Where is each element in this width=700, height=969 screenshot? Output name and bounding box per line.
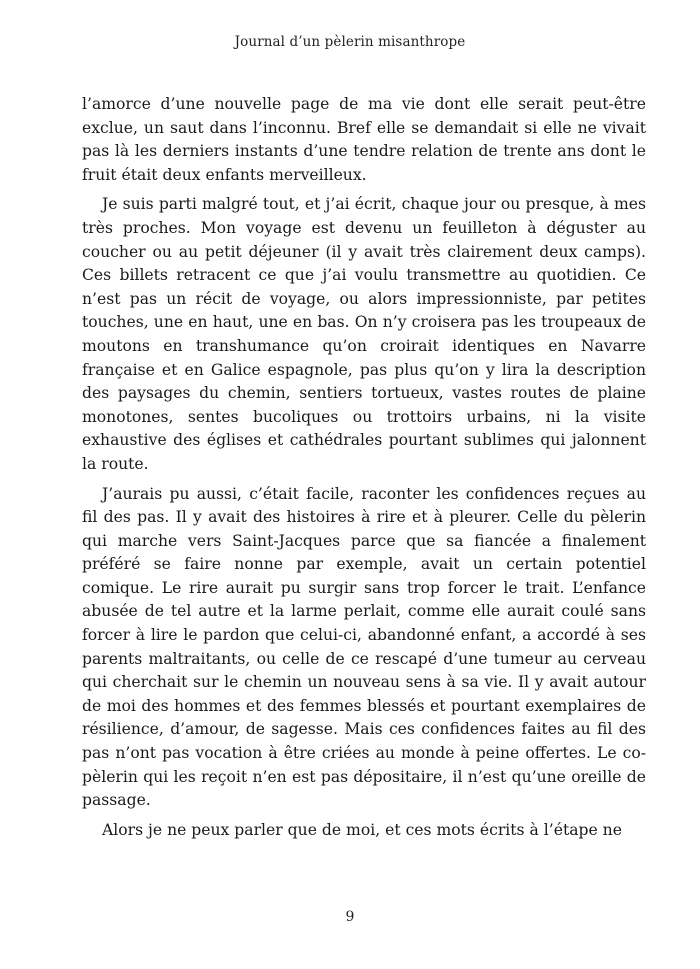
running-header: Journal d’un pèlerin misanthrope [234, 34, 466, 50]
page-number: 9 [345, 909, 355, 925]
paragraph-continued: l’amorce d’une nouvelle page de ma vie dont elle serait peut-être exclue, un saut dans l’inconnu. Bref elle se demandait si elle ne vivait pas là les derniers instants d’une tendre relation de trente ans dont le fruit était deux enfants merveilleux. [82, 95, 646, 184]
paragraph: Je suis parti malgré tout, et j’ai écrit, chaque jour ou presque, à mes très proches. Mon voyage est devenu un feuilleton à déguster au coucher ou au petit déjeuner (il y avait très clairement deux camps). Ces billets retracent ce que j’ai voulu transmettre au quotidien. Ce n’est pas un récit de voyage, ou alors impressionniste, par petites touches, une en haut, une en bas. On n’y croisera pas les troupeaux de moutons en transhumance qu’on croirait identiques en Navarre française et en Galice espagnole, pas plus qu’on y lira la description des paysages du chemin, sentiers tortueux, vastes routes de plaine monotones, sentes bucoliques ou trottoirs urbains, ni la visite exhaustive des églises et cathédrales pourtant sublimes qui jalonnent la route. [82, 195, 646, 473]
paragraph: Alors je ne peux parler que de moi, et ces mots écrits à l’étape ne [102, 820, 622, 839]
paragraph: J’aurais pu aussi, c’était facile, raconter les confidences reçues au fil des pas. Il y avait des histoires à rire et à pleurer. Celle du pèlerin qui marche vers Saint-Jacques parce que sa fiancée a finalement préféré se faire nonne par exemple, avait un certain potentiel comique. Le rire aurait pu surgir sans trop forcer le trait. L’enfance abusée de tel autre et la larme perlait, comme elle aurait coulé sans forcer à lire le pardon que celui-ci, abandonné enfant, a accordé à ses parents maltraitants, ou celle de ce rescapé d’une tumeur au cerveau qui cherchait sur le chemin un nouveau sens à sa vie. Il y avait autour de moi des hommes et des femmes blessés et pourtant exemplaires de résilience, d’amour, de sagesse. Mais ces confidences faites au fil des pas n’ont pas vocation à être criées au monde à peine offertes. Le co-pèlerin qui les reçoit n’en est pas dépositaire, il n’est qu’une oreille de passage. [82, 484, 646, 810]
page-body [82, 93, 646, 848]
